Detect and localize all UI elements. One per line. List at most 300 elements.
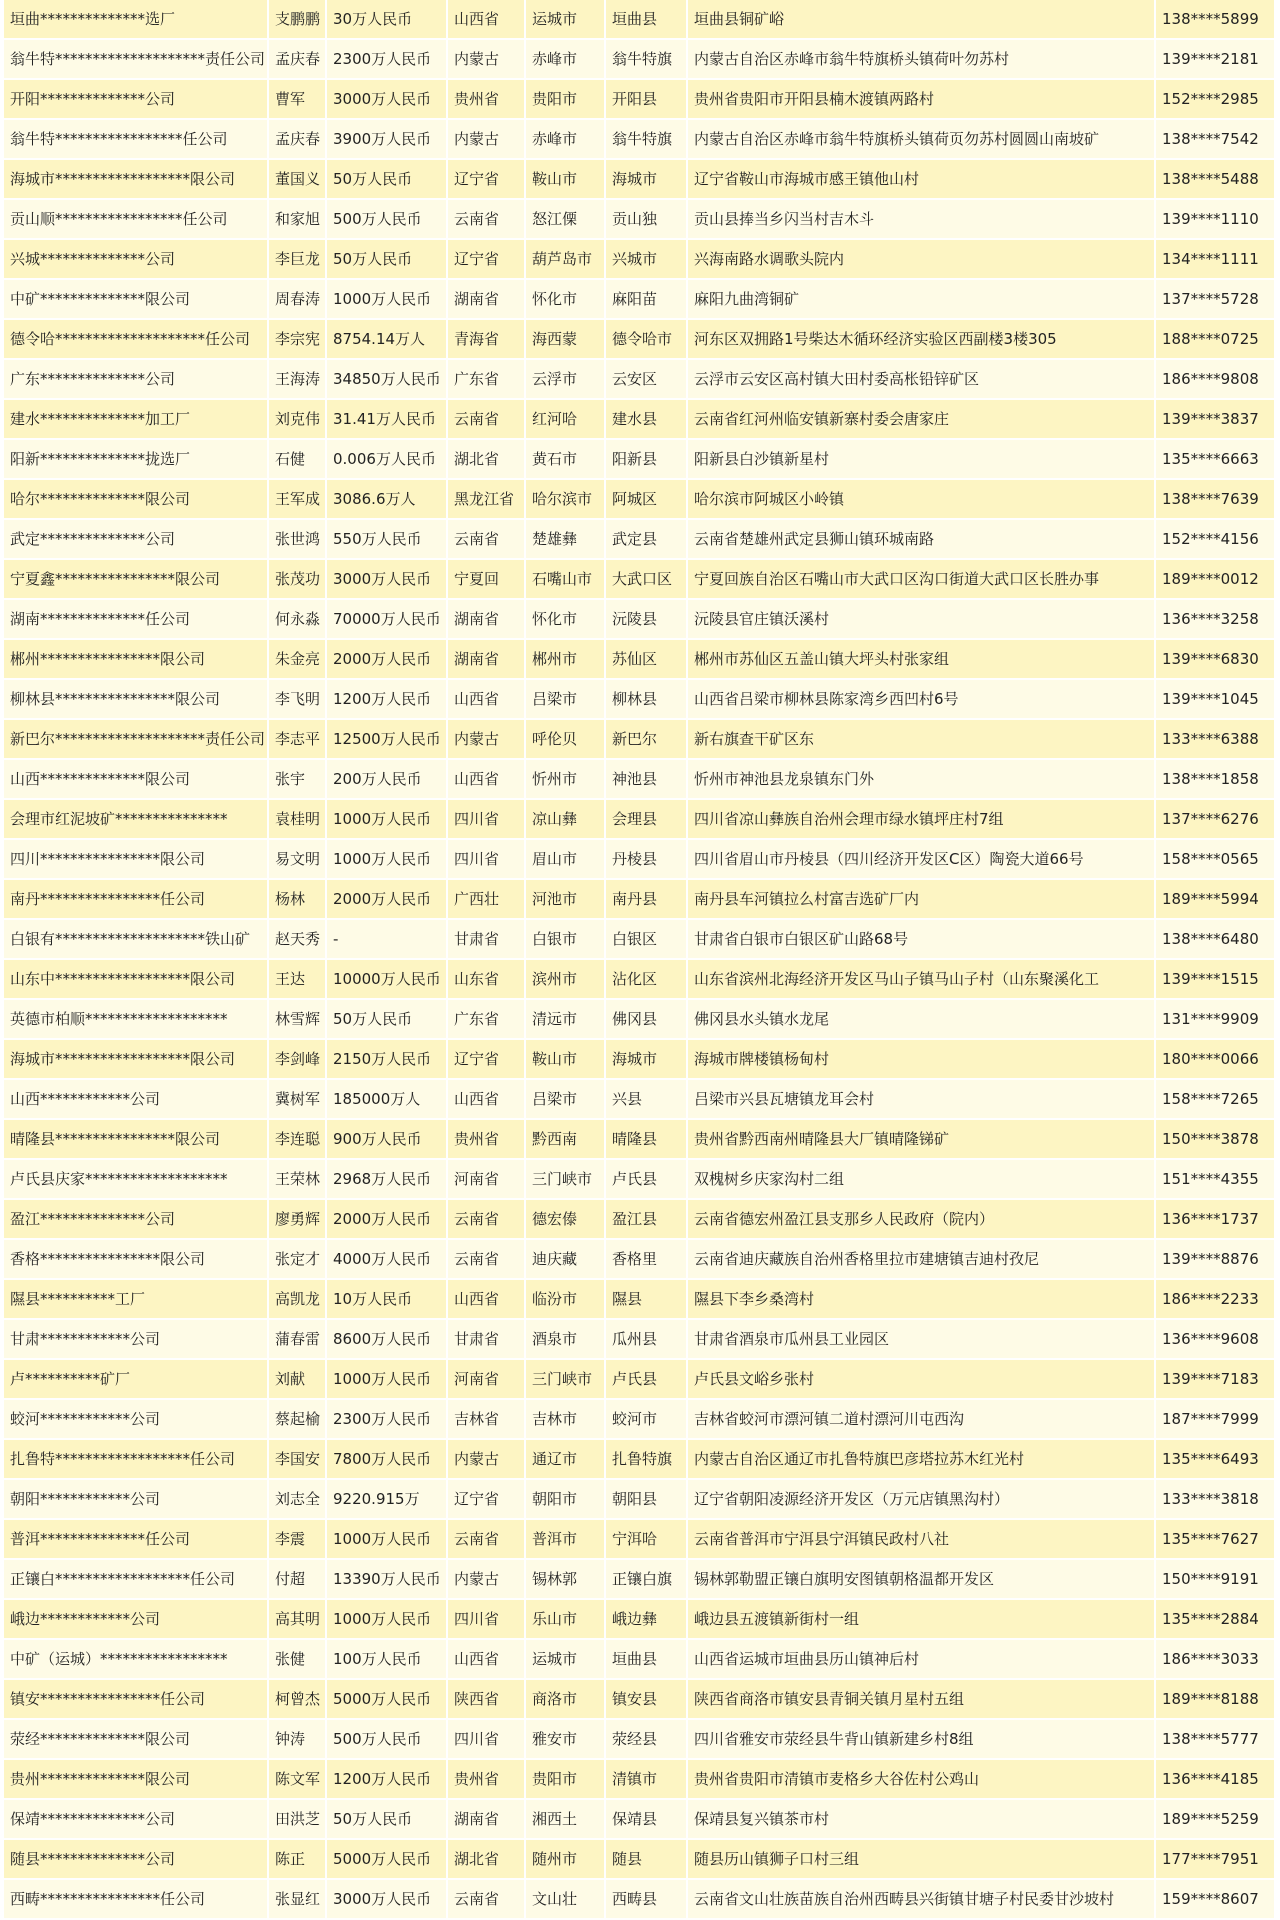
legal-person-cell: 李飞明 (269, 680, 327, 720)
company-name-cell: 扎鲁特******************任公司 (4, 1440, 269, 1480)
legal-person-cell: 周春涛 (269, 280, 327, 320)
city-cell: 海西蒙 (526, 320, 606, 360)
registered-capital-cell: 1000万人民币 (327, 840, 448, 880)
phone-cell: 151****4355 (1156, 1160, 1276, 1200)
city-cell: 迪庆藏 (526, 1240, 606, 1280)
phone-cell: 158****7265 (1156, 1080, 1276, 1120)
county-cell: 兴县 (606, 1080, 688, 1120)
city-cell: 怀化市 (526, 600, 606, 640)
phone-cell: 186****2233 (1156, 1280, 1276, 1320)
legal-person-cell: 孟庆春 (269, 40, 327, 80)
address-cell: 吉林省蛟河市漂河镇二道村漂河川屯西沟 (688, 1400, 1156, 1440)
company-name-cell: 盈江**************公司 (4, 1200, 269, 1240)
address-cell: 麻阳九曲湾铜矿 (688, 280, 1156, 320)
county-cell: 建水县 (606, 400, 688, 440)
address-cell: 云南省迪庆藏族自治州香格里拉市建塘镇吉迪村孜尼 (688, 1240, 1156, 1280)
table-row (4, 40, 1276, 80)
registered-capital-cell: 550万人民币 (327, 520, 448, 560)
address-cell: 海城市牌楼镇杨甸村 (688, 1040, 1156, 1080)
county-cell: 开阳县 (606, 80, 688, 120)
registered-capital-cell: 2300万人民币 (327, 1400, 448, 1440)
table-row (4, 1520, 1276, 1560)
company-name-cell: 山西************公司 (4, 1080, 269, 1120)
phone-cell: 150****9191 (1156, 1560, 1276, 1600)
province-cell: 山西省 (448, 1640, 526, 1680)
table-row (4, 1360, 1276, 1400)
county-cell: 西畴县 (606, 1880, 688, 1920)
address-cell: 郴州市苏仙区五盖山镇大坪头村张家组 (688, 640, 1156, 680)
phone-cell: 139****2181 (1156, 40, 1276, 80)
address-cell: 佛冈县水头镇水龙尾 (688, 1000, 1156, 1040)
address-cell: 甘肃省酒泉市瓜州县工业园区 (688, 1320, 1156, 1360)
company-name-cell: 西畴****************任公司 (4, 1880, 269, 1920)
province-cell: 云南省 (448, 520, 526, 560)
company-name-cell: 香格****************限公司 (4, 1240, 269, 1280)
phone-cell: 135****2884 (1156, 1600, 1276, 1640)
city-cell: 滨州市 (526, 960, 606, 1000)
phone-cell: 158****0565 (1156, 840, 1276, 880)
company-name-cell: 镇安****************任公司 (4, 1680, 269, 1720)
province-cell: 陕西省 (448, 1680, 526, 1720)
phone-cell: 138****5899 (1156, 0, 1276, 40)
legal-person-cell: 李剑峰 (269, 1040, 327, 1080)
address-cell: 陕西省商洛市镇安县青铜关镇月星村五组 (688, 1680, 1156, 1720)
county-cell: 云安区 (606, 360, 688, 400)
legal-person-cell: 王军成 (269, 480, 327, 520)
table-row (4, 1800, 1276, 1840)
table-row (4, 560, 1276, 600)
registered-capital-cell: 10000万人民币 (327, 960, 448, 1000)
table-row (4, 1280, 1276, 1320)
address-cell: 垣曲县铜矿峪 (688, 0, 1156, 40)
province-cell: 广东省 (448, 1000, 526, 1040)
company-name-cell: 中矿**************限公司 (4, 280, 269, 320)
province-cell: 四川省 (448, 1720, 526, 1760)
address-cell: 贵州省黔西南州晴隆县大厂镇晴隆锑矿 (688, 1120, 1156, 1160)
phone-cell: 186****9808 (1156, 360, 1276, 400)
city-cell: 楚雄彝 (526, 520, 606, 560)
company-name-cell: 海城市******************限公司 (4, 1040, 269, 1080)
city-cell: 河池市 (526, 880, 606, 920)
address-cell: 云南省楚雄州武定县狮山镇环城南路 (688, 520, 1156, 560)
company-name-cell: 贵州**************限公司 (4, 1760, 269, 1800)
legal-person-cell: 王海涛 (269, 360, 327, 400)
province-cell: 云南省 (448, 1200, 526, 1240)
city-cell: 湘西土 (526, 1800, 606, 1840)
table-row (4, 800, 1276, 840)
legal-person-cell: 赵天秀 (269, 920, 327, 960)
county-cell: 海城市 (606, 1040, 688, 1080)
registered-capital-cell: 2000万人民币 (327, 1200, 448, 1240)
company-name-cell: 晴隆县****************限公司 (4, 1120, 269, 1160)
company-name-cell: 保靖**************公司 (4, 1800, 269, 1840)
legal-person-cell: 王达 (269, 960, 327, 1000)
province-cell: 四川省 (448, 840, 526, 880)
province-cell: 辽宁省 (448, 1480, 526, 1520)
company-name-cell: 广东**************公司 (4, 360, 269, 400)
phone-cell: 135****6493 (1156, 1440, 1276, 1480)
table-row (4, 120, 1276, 160)
registered-capital-cell: 31.41万人民币 (327, 400, 448, 440)
company-name-cell: 翁牛特*****************任公司 (4, 120, 269, 160)
table-row (4, 480, 1276, 520)
province-cell: 广西壮 (448, 880, 526, 920)
county-cell: 神池县 (606, 760, 688, 800)
company-name-cell: 蛟河************公司 (4, 1400, 269, 1440)
phone-cell: 137****5728 (1156, 280, 1276, 320)
address-cell: 贵州省贵阳市清镇市麦格乡大谷佐村公鸡山 (688, 1760, 1156, 1800)
phone-cell: 139****1515 (1156, 960, 1276, 1000)
company-name-cell: 卢**********矿厂 (4, 1360, 269, 1400)
province-cell: 湖北省 (448, 1840, 526, 1880)
phone-cell: 136****3258 (1156, 600, 1276, 640)
city-cell: 酒泉市 (526, 1320, 606, 1360)
table-row (4, 400, 1276, 440)
table-row (4, 1480, 1276, 1520)
legal-person-cell: 张宇 (269, 760, 327, 800)
address-cell: 峨边县五渡镇新街村一组 (688, 1600, 1156, 1640)
table-row (4, 760, 1276, 800)
address-cell: 内蒙古自治区赤峰市翁牛特旗桥头镇荷页勿苏村圆圆山南坡矿 (688, 120, 1156, 160)
province-cell: 山西省 (448, 1080, 526, 1120)
county-cell: 翁牛特旗 (606, 40, 688, 80)
company-name-cell: 正镶白******************任公司 (4, 1560, 269, 1600)
province-cell: 湖南省 (448, 600, 526, 640)
county-cell: 扎鲁特旗 (606, 1440, 688, 1480)
address-cell: 吕梁市兴县瓦塘镇龙耳会村 (688, 1080, 1156, 1120)
table-row (4, 1080, 1276, 1120)
registered-capital-cell: 50万人民币 (327, 1800, 448, 1840)
legal-person-cell: 廖勇辉 (269, 1200, 327, 1240)
registered-capital-cell: 50万人民币 (327, 240, 448, 280)
address-cell: 辽宁省朝阳凌源经济开发区（万元店镇黑沟村） (688, 1480, 1156, 1520)
legal-person-cell: 刘志全 (269, 1480, 327, 1520)
company-name-cell: 普洱**************任公司 (4, 1520, 269, 1560)
table-row (4, 880, 1276, 920)
table-row (4, 1000, 1276, 1040)
address-cell: 四川省凉山彝族自治州会理市绿水镇坪庄村7组 (688, 800, 1156, 840)
city-cell: 赤峰市 (526, 120, 606, 160)
city-cell: 凉山彝 (526, 800, 606, 840)
province-cell: 河南省 (448, 1360, 526, 1400)
city-cell: 赤峰市 (526, 40, 606, 80)
company-name-cell: 武定**************公司 (4, 520, 269, 560)
phone-cell: 189****5994 (1156, 880, 1276, 920)
registered-capital-cell: 5000万人民币 (327, 1840, 448, 1880)
company-name-cell: 湖南**************任公司 (4, 600, 269, 640)
address-cell: 山东省滨州北海经济开发区马山子镇马山子村（山东聚溪化工 (688, 960, 1156, 1000)
company-name-cell: 随县**************公司 (4, 1840, 269, 1880)
county-cell: 佛冈县 (606, 1000, 688, 1040)
table-row (4, 1760, 1276, 1800)
legal-person-cell: 付超 (269, 1560, 327, 1600)
address-cell: 宁夏回族自治区石嘴山市大武口区沟口街道大武口区长胜办事 (688, 560, 1156, 600)
table-row (4, 1880, 1276, 1920)
registered-capital-cell: 7800万人民币 (327, 1440, 448, 1480)
province-cell: 广东省 (448, 360, 526, 400)
table-row (4, 1840, 1276, 1880)
phone-cell: 137****6276 (1156, 800, 1276, 840)
table-row (4, 360, 1276, 400)
county-cell: 新巴尔 (606, 720, 688, 760)
province-cell: 山西省 (448, 760, 526, 800)
table-row (4, 1720, 1276, 1760)
company-name-cell: 哈尔**************限公司 (4, 480, 269, 520)
province-cell: 青海省 (448, 320, 526, 360)
county-cell: 德令哈市 (606, 320, 688, 360)
registered-capital-cell: 3900万人民币 (327, 120, 448, 160)
table-row (4, 1160, 1276, 1200)
province-cell: 吉林省 (448, 1400, 526, 1440)
county-cell: 卢氏县 (606, 1160, 688, 1200)
phone-cell: 138****5488 (1156, 160, 1276, 200)
address-cell: 云南省德宏州盈江县支那乡人民政府（院内） (688, 1200, 1156, 1240)
legal-person-cell: 李连聪 (269, 1120, 327, 1160)
registered-capital-cell: 2000万人民币 (327, 880, 448, 920)
table-row (4, 1320, 1276, 1360)
province-cell: 云南省 (448, 200, 526, 240)
province-cell: 辽宁省 (448, 160, 526, 200)
table-row (4, 720, 1276, 760)
phone-cell: 139****1110 (1156, 200, 1276, 240)
legal-person-cell: 张茂功 (269, 560, 327, 600)
city-cell: 贵阳市 (526, 1760, 606, 1800)
county-cell: 海城市 (606, 160, 688, 200)
phone-cell: 136****4185 (1156, 1760, 1276, 1800)
registered-capital-cell: 2150万人民币 (327, 1040, 448, 1080)
phone-cell: 139****6830 (1156, 640, 1276, 680)
phone-cell: 139****1045 (1156, 680, 1276, 720)
table-row (4, 440, 1276, 480)
province-cell: 内蒙古 (448, 1560, 526, 1600)
phone-cell: 138****6480 (1156, 920, 1276, 960)
city-cell: 黄石市 (526, 440, 606, 480)
address-cell: 内蒙古自治区通辽市扎鲁特旗巴彦塔拉苏木红光村 (688, 1440, 1156, 1480)
county-cell: 麻阳苗 (606, 280, 688, 320)
registered-capital-cell: 1000万人民币 (327, 280, 448, 320)
address-cell: 山西省运城市垣曲县历山镇神后村 (688, 1640, 1156, 1680)
city-cell: 鞍山市 (526, 1040, 606, 1080)
registered-capital-cell: 10万人民币 (327, 1280, 448, 1320)
province-cell: 辽宁省 (448, 1040, 526, 1080)
legal-person-cell: 易文明 (269, 840, 327, 880)
city-cell: 吉林市 (526, 1400, 606, 1440)
legal-person-cell: 支鹏鹏 (269, 0, 327, 40)
table-row (4, 0, 1276, 40)
province-cell: 贵州省 (448, 1760, 526, 1800)
legal-person-cell: 陈正 (269, 1840, 327, 1880)
province-cell: 贵州省 (448, 80, 526, 120)
company-name-cell: 英德市柏顺******************* (4, 1000, 269, 1040)
company-name-cell: 四川****************限公司 (4, 840, 269, 880)
table-row (4, 280, 1276, 320)
legal-person-cell: 高其明 (269, 1600, 327, 1640)
address-cell: 卢氏县文峪乡张村 (688, 1360, 1156, 1400)
city-cell: 运城市 (526, 1640, 606, 1680)
company-name-cell: 卢氏县庆家******************* (4, 1160, 269, 1200)
phone-cell: 138****7542 (1156, 120, 1276, 160)
county-cell: 瓜州县 (606, 1320, 688, 1360)
province-cell: 湖南省 (448, 1800, 526, 1840)
legal-person-cell: 石健 (269, 440, 327, 480)
county-cell: 兴城市 (606, 240, 688, 280)
phone-cell: 152****4156 (1156, 520, 1276, 560)
province-cell: 云南省 (448, 400, 526, 440)
county-cell: 宁洱哈 (606, 1520, 688, 1560)
county-cell: 随县 (606, 1840, 688, 1880)
phone-cell: 131****9909 (1156, 1000, 1276, 1040)
company-name-cell: 德令哈********************任公司 (4, 320, 269, 360)
address-cell: 新右旗查干矿区东 (688, 720, 1156, 760)
table-row (4, 1600, 1276, 1640)
registered-capital-cell: 2968万人民币 (327, 1160, 448, 1200)
company-name-cell: 峨边************公司 (4, 1600, 269, 1640)
table-row (4, 600, 1276, 640)
province-cell: 河南省 (448, 1160, 526, 1200)
address-cell: 南丹县车河镇拉么村富吉选矿厂内 (688, 880, 1156, 920)
city-cell: 商洛市 (526, 1680, 606, 1720)
table-row (4, 1440, 1276, 1480)
registered-capital-cell: 30万人民币 (327, 0, 448, 40)
province-cell: 云南省 (448, 1880, 526, 1920)
address-cell: 云南省普洱市宁洱县宁洱镇民政村八社 (688, 1520, 1156, 1560)
county-cell: 南丹县 (606, 880, 688, 920)
legal-person-cell: 李国安 (269, 1440, 327, 1480)
county-cell: 正镶白旗 (606, 1560, 688, 1600)
company-name-cell: 荥经**************限公司 (4, 1720, 269, 1760)
phone-cell: 138****7639 (1156, 480, 1276, 520)
table-row (4, 680, 1276, 720)
company-name-cell: 郴州****************限公司 (4, 640, 269, 680)
company-name-cell: 海城市******************限公司 (4, 160, 269, 200)
registered-capital-cell: 900万人民币 (327, 1120, 448, 1160)
legal-person-cell: 张定才 (269, 1240, 327, 1280)
registered-capital-cell: 100万人民币 (327, 1640, 448, 1680)
county-cell: 翁牛特旗 (606, 120, 688, 160)
phone-cell: 134****1111 (1156, 240, 1276, 280)
city-cell: 吕梁市 (526, 680, 606, 720)
county-cell: 丹棱县 (606, 840, 688, 880)
table-row (4, 160, 1276, 200)
county-cell: 隰县 (606, 1280, 688, 1320)
county-cell: 武定县 (606, 520, 688, 560)
city-cell: 三门峡市 (526, 1360, 606, 1400)
address-cell: 阳新县白沙镇新星村 (688, 440, 1156, 480)
phone-cell: 133****6388 (1156, 720, 1276, 760)
county-cell: 白银区 (606, 920, 688, 960)
county-cell: 沾化区 (606, 960, 688, 1000)
province-cell: 内蒙古 (448, 40, 526, 80)
city-cell: 白银市 (526, 920, 606, 960)
city-cell: 云浮市 (526, 360, 606, 400)
province-cell: 甘肃省 (448, 1320, 526, 1360)
phone-cell: 138****5777 (1156, 1720, 1276, 1760)
province-cell: 山西省 (448, 680, 526, 720)
company-table (4, 0, 1276, 1920)
legal-person-cell: 李震 (269, 1520, 327, 1560)
address-cell: 随县历山镇狮子口村三组 (688, 1840, 1156, 1880)
city-cell: 普洱市 (526, 1520, 606, 1560)
registered-capital-cell: 3086.6万人 (327, 480, 448, 520)
table-row (4, 1640, 1276, 1680)
city-cell: 葫芦岛市 (526, 240, 606, 280)
county-cell: 镇安县 (606, 1680, 688, 1720)
registered-capital-cell: 5000万人民币 (327, 1680, 448, 1720)
registered-capital-cell: 1200万人民币 (327, 1760, 448, 1800)
city-cell: 怀化市 (526, 280, 606, 320)
phone-cell: 136****9608 (1156, 1320, 1276, 1360)
table-row (4, 320, 1276, 360)
city-cell: 运城市 (526, 0, 606, 40)
legal-person-cell: 柯曾杰 (269, 1680, 327, 1720)
phone-cell: 135****7627 (1156, 1520, 1276, 1560)
city-cell: 三门峡市 (526, 1160, 606, 1200)
city-cell: 怒江傈 (526, 200, 606, 240)
company-name-cell: 新巴尔********************责任公司 (4, 720, 269, 760)
phone-cell: 189****5259 (1156, 1800, 1276, 1840)
registered-capital-cell: 1000万人民币 (327, 1520, 448, 1560)
county-cell: 保靖县 (606, 1800, 688, 1840)
legal-person-cell: 何永淼 (269, 600, 327, 640)
company-name-cell: 柳林县****************限公司 (4, 680, 269, 720)
registered-capital-cell: 50万人民币 (327, 1000, 448, 1040)
registered-capital-cell: 34850万人民币 (327, 360, 448, 400)
county-cell: 盈江县 (606, 1200, 688, 1240)
city-cell: 忻州市 (526, 760, 606, 800)
table-body (4, 0, 1276, 1920)
registered-capital-cell: 3000万人民币 (327, 80, 448, 120)
registered-capital-cell: 1000万人民币 (327, 1600, 448, 1640)
registered-capital-cell: 200万人民币 (327, 760, 448, 800)
city-cell: 黔西南 (526, 1120, 606, 1160)
county-cell: 会理县 (606, 800, 688, 840)
registered-capital-cell: 8754.14万人 (327, 320, 448, 360)
province-cell: 内蒙古 (448, 720, 526, 760)
city-cell: 文山壮 (526, 1880, 606, 1920)
registered-capital-cell: 500万人民币 (327, 1720, 448, 1760)
table-row (4, 920, 1276, 960)
city-cell: 朝阳市 (526, 1480, 606, 1520)
registered-capital-cell: 2300万人民币 (327, 40, 448, 80)
company-name-cell: 建水**************加工厂 (4, 400, 269, 440)
company-name-cell: 翁牛特********************责任公司 (4, 40, 269, 80)
legal-person-cell: 张世鸿 (269, 520, 327, 560)
registered-capital-cell: 12500万人民币 (327, 720, 448, 760)
city-cell: 哈尔滨市 (526, 480, 606, 520)
table-row (4, 640, 1276, 680)
registered-capital-cell: 1000万人民币 (327, 800, 448, 840)
phone-cell: 189****0012 (1156, 560, 1276, 600)
legal-person-cell: 张健 (269, 1640, 327, 1680)
registered-capital-cell: 8600万人民币 (327, 1320, 448, 1360)
legal-person-cell: 和家旭 (269, 200, 327, 240)
company-name-cell: 垣曲**************选厂 (4, 0, 269, 40)
province-cell: 四川省 (448, 800, 526, 840)
province-cell: 内蒙古 (448, 120, 526, 160)
address-cell: 甘肃省白银市白银区矿山路68号 (688, 920, 1156, 960)
city-cell: 随州市 (526, 1840, 606, 1880)
province-cell: 辽宁省 (448, 240, 526, 280)
company-name-cell: 山东中******************限公司 (4, 960, 269, 1000)
phone-cell: 139****3837 (1156, 400, 1276, 440)
city-cell: 锡林郭 (526, 1560, 606, 1600)
city-cell: 雅安市 (526, 1720, 606, 1760)
table-row (4, 80, 1276, 120)
legal-person-cell: 冀树军 (269, 1080, 327, 1120)
table-row (4, 960, 1276, 1000)
phone-cell: 177****7951 (1156, 1840, 1276, 1880)
province-cell: 山东省 (448, 960, 526, 1000)
